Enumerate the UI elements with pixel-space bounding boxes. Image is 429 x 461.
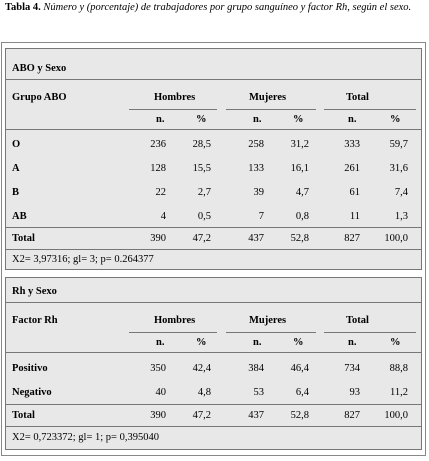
cell: 236 xyxy=(150,139,166,150)
cell: 4 xyxy=(160,211,166,222)
stat-rule xyxy=(6,426,421,427)
total-rule xyxy=(6,227,421,228)
cell: 53 xyxy=(253,387,264,398)
group-total: Total xyxy=(346,315,369,326)
cell: 47,2 xyxy=(192,233,211,244)
subheader-pct: % xyxy=(196,337,207,348)
subheader-n: n. xyxy=(253,114,262,125)
subheader-pct: % xyxy=(293,114,304,125)
group-mujeres: Mujeres xyxy=(249,315,287,326)
header-rule xyxy=(6,352,421,353)
cell: 7,4 xyxy=(394,187,408,198)
cell: 42,4 xyxy=(192,363,211,374)
cell: 258 xyxy=(248,139,264,150)
cell: 4,8 xyxy=(197,387,211,398)
cell: 16,1 xyxy=(290,163,309,174)
table-caption xyxy=(5,1,423,15)
chi-square-stat: X2= 0,723372; gl= 1; p= 0,395040 xyxy=(12,432,159,443)
cell: 40 xyxy=(155,387,166,398)
tables-frame xyxy=(1,42,426,456)
group-rule-hombres xyxy=(129,109,217,110)
row-header: Factor Rh xyxy=(12,315,58,326)
group-rule-total xyxy=(324,109,416,110)
cell: 52,8 xyxy=(290,233,309,244)
cell: 333 xyxy=(344,139,360,150)
panel-title: ABO y Sexo xyxy=(12,63,67,74)
cell: 437 xyxy=(248,410,264,421)
cell: 1,3 xyxy=(394,211,408,222)
cell: 133 xyxy=(248,163,264,174)
total-rule xyxy=(6,404,421,405)
header-rule xyxy=(6,129,421,130)
cell: 100,0 xyxy=(384,233,408,244)
rh-sex-panel xyxy=(5,277,422,450)
caption-label: Tabla 4. xyxy=(5,2,41,13)
group-hombres: Hombres xyxy=(154,92,196,103)
cell: 0,5 xyxy=(197,211,211,222)
cell: 11,2 xyxy=(390,387,408,398)
cell: 2,7 xyxy=(197,187,211,198)
cell: 47,2 xyxy=(192,410,211,421)
title-rule xyxy=(6,302,421,303)
subheader-n: n. xyxy=(348,114,357,125)
cell: 11 xyxy=(349,211,360,222)
cell: 52,8 xyxy=(290,410,309,421)
subheader-pct: % xyxy=(390,337,401,348)
cell: 28,5 xyxy=(192,139,211,150)
cell: 15,5 xyxy=(192,163,211,174)
cell: 22 xyxy=(155,187,166,198)
subheader-n: n. xyxy=(156,114,165,125)
group-rule-mujeres xyxy=(226,332,316,333)
cell: 827 xyxy=(344,233,360,244)
cell: 31,2 xyxy=(290,139,309,150)
row-header: Grupo ABO xyxy=(12,92,67,103)
subheader-pct: % xyxy=(196,114,207,125)
row-label: Negativo xyxy=(12,387,52,398)
caption-text: Número y (porcentaje) de trabajadores por grupo sanguíneo y factor Rh, según el sexo. xyxy=(43,2,412,13)
cell: 61 xyxy=(349,187,360,198)
group-rule-mujeres xyxy=(226,109,316,110)
row-label: AB xyxy=(12,211,27,222)
cell: 390 xyxy=(150,410,166,421)
row-label: Positivo xyxy=(12,363,48,374)
cell: 0,8 xyxy=(295,211,309,222)
group-rule-total xyxy=(324,332,416,333)
cell: 350 xyxy=(150,363,166,374)
cell: 261 xyxy=(344,163,360,174)
group-rule-hombres xyxy=(129,332,217,333)
abo-sex-panel xyxy=(5,48,422,270)
row-label: A xyxy=(12,163,20,174)
cell: 827 xyxy=(344,410,360,421)
cell: 384 xyxy=(248,363,264,374)
cell: 4,7 xyxy=(295,187,309,198)
cell: 88,8 xyxy=(389,363,408,374)
row-label: O xyxy=(12,139,21,150)
subheader-pct: % xyxy=(293,337,304,348)
cell: 6,4 xyxy=(295,387,309,398)
group-hombres: Hombres xyxy=(154,315,196,326)
cell: 390 xyxy=(150,233,166,244)
cell: 39 xyxy=(253,187,264,198)
group-total: Total xyxy=(346,92,369,103)
subheader-n: n. xyxy=(253,337,262,348)
row-label: B xyxy=(12,187,20,198)
total-label: Total xyxy=(12,410,35,421)
cell: 100,0 xyxy=(384,410,408,421)
total-label: Total xyxy=(12,233,35,244)
cell: 7 xyxy=(258,211,264,222)
group-mujeres: Mujeres xyxy=(249,92,287,103)
cell: 59,7 xyxy=(389,139,408,150)
cell: 93 xyxy=(349,387,360,398)
title-rule xyxy=(6,79,421,80)
cell: 128 xyxy=(150,163,166,174)
cell: 31,6 xyxy=(389,163,408,174)
stat-rule xyxy=(6,249,421,250)
cell: 734 xyxy=(344,363,360,374)
cell: 437 xyxy=(248,233,264,244)
chi-square-stat: X2= 3,97316; gl= 3; p= 0.264377 xyxy=(12,254,154,265)
panel-title: Rh y Sexo xyxy=(12,286,57,297)
subheader-n: n. xyxy=(156,337,165,348)
subheader-pct: % xyxy=(390,114,401,125)
subheader-n: n. xyxy=(348,337,357,348)
cell: 46,4 xyxy=(290,363,309,374)
